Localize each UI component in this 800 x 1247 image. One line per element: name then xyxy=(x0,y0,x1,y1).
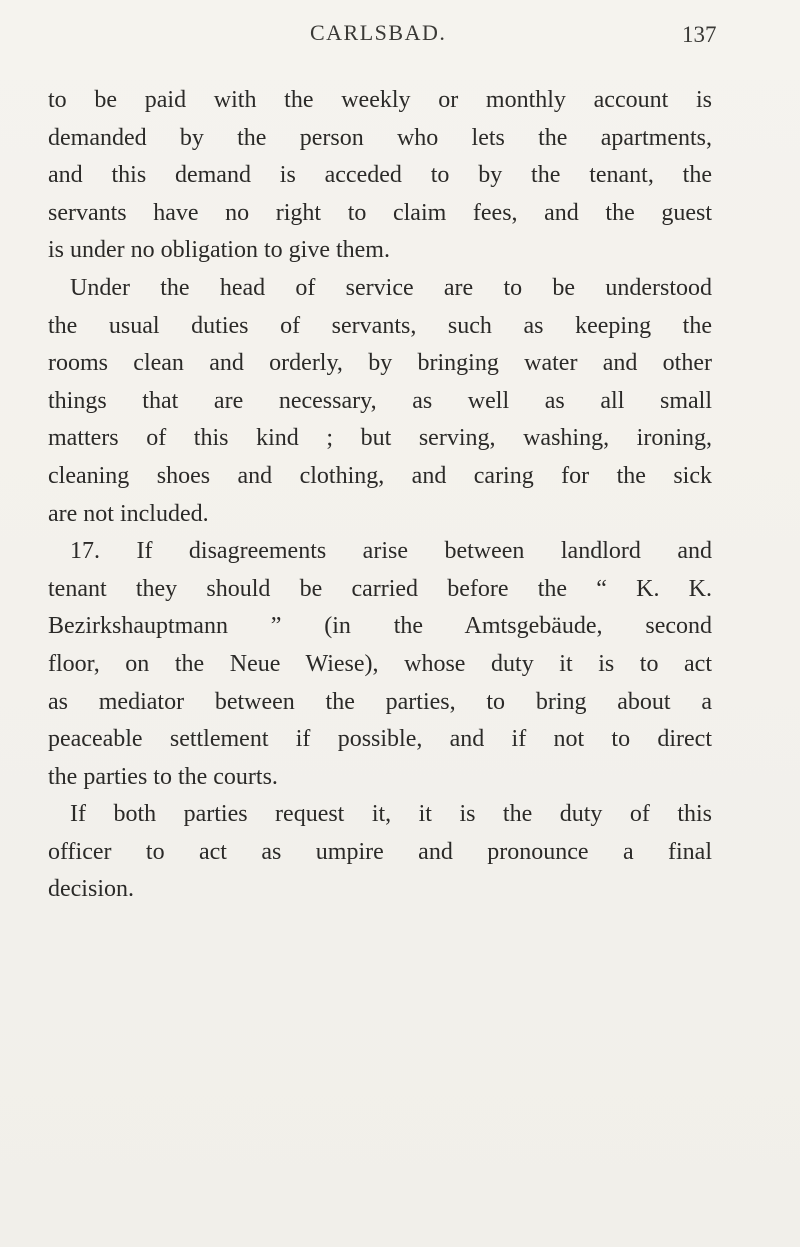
text-line: things that are necessary, as well as all small xyxy=(48,387,712,414)
text-line: Under the head of service are to be understood xyxy=(70,274,712,301)
text-line: tenant they should be carried before the “ K. K. xyxy=(48,575,712,602)
text-line: is under no obligation to give them. xyxy=(48,237,390,264)
text-line: are not included. xyxy=(48,500,209,527)
text-line: Bezirkshauptmann ” (in the Amtsgebäude, second xyxy=(48,613,712,640)
text-line: If both parties request it, it is the duty of this xyxy=(70,801,712,828)
text-line: officer to act as umpire and pronounce a final xyxy=(48,838,712,865)
text-line: peaceable settlement if possible, and if not to direct xyxy=(48,726,712,753)
paragraph-fees xyxy=(48,82,712,270)
text-line: matters of this kind ; but serving, washing, ironing, xyxy=(48,425,712,452)
text-line: demanded by the person who lets the apartments, xyxy=(48,124,712,151)
text-line: rooms clean and orderly, by bringing water and other xyxy=(48,350,712,377)
paragraph-disagreements xyxy=(48,533,712,796)
text-line: cleaning shoes and clothing, and caring for the sick xyxy=(48,462,712,489)
paragraph-umpire xyxy=(48,796,712,909)
text-line: decision. xyxy=(48,876,134,903)
text-line: servants have no right to claim fees, and the guest xyxy=(48,199,712,226)
page-number: 137 xyxy=(682,22,717,47)
text-line: the usual duties of servants, such as keeping the xyxy=(48,312,712,339)
text-line: the parties to the courts. xyxy=(48,763,278,790)
body-text xyxy=(48,82,712,909)
text-line: 17. If disagreements arise between landlord and xyxy=(70,538,712,565)
paragraph-service xyxy=(48,270,712,533)
text-line: floor, on the Neue Wiese), whose duty it is to act xyxy=(48,650,712,677)
text-line: to be paid with the weekly or monthly account is xyxy=(48,87,712,113)
running-head: CARLSBAD. xyxy=(310,20,447,45)
text-line: and this demand is acceded to by the tenant, the xyxy=(48,162,712,189)
text-line: as mediator between the parties, to bring about a xyxy=(48,688,712,715)
